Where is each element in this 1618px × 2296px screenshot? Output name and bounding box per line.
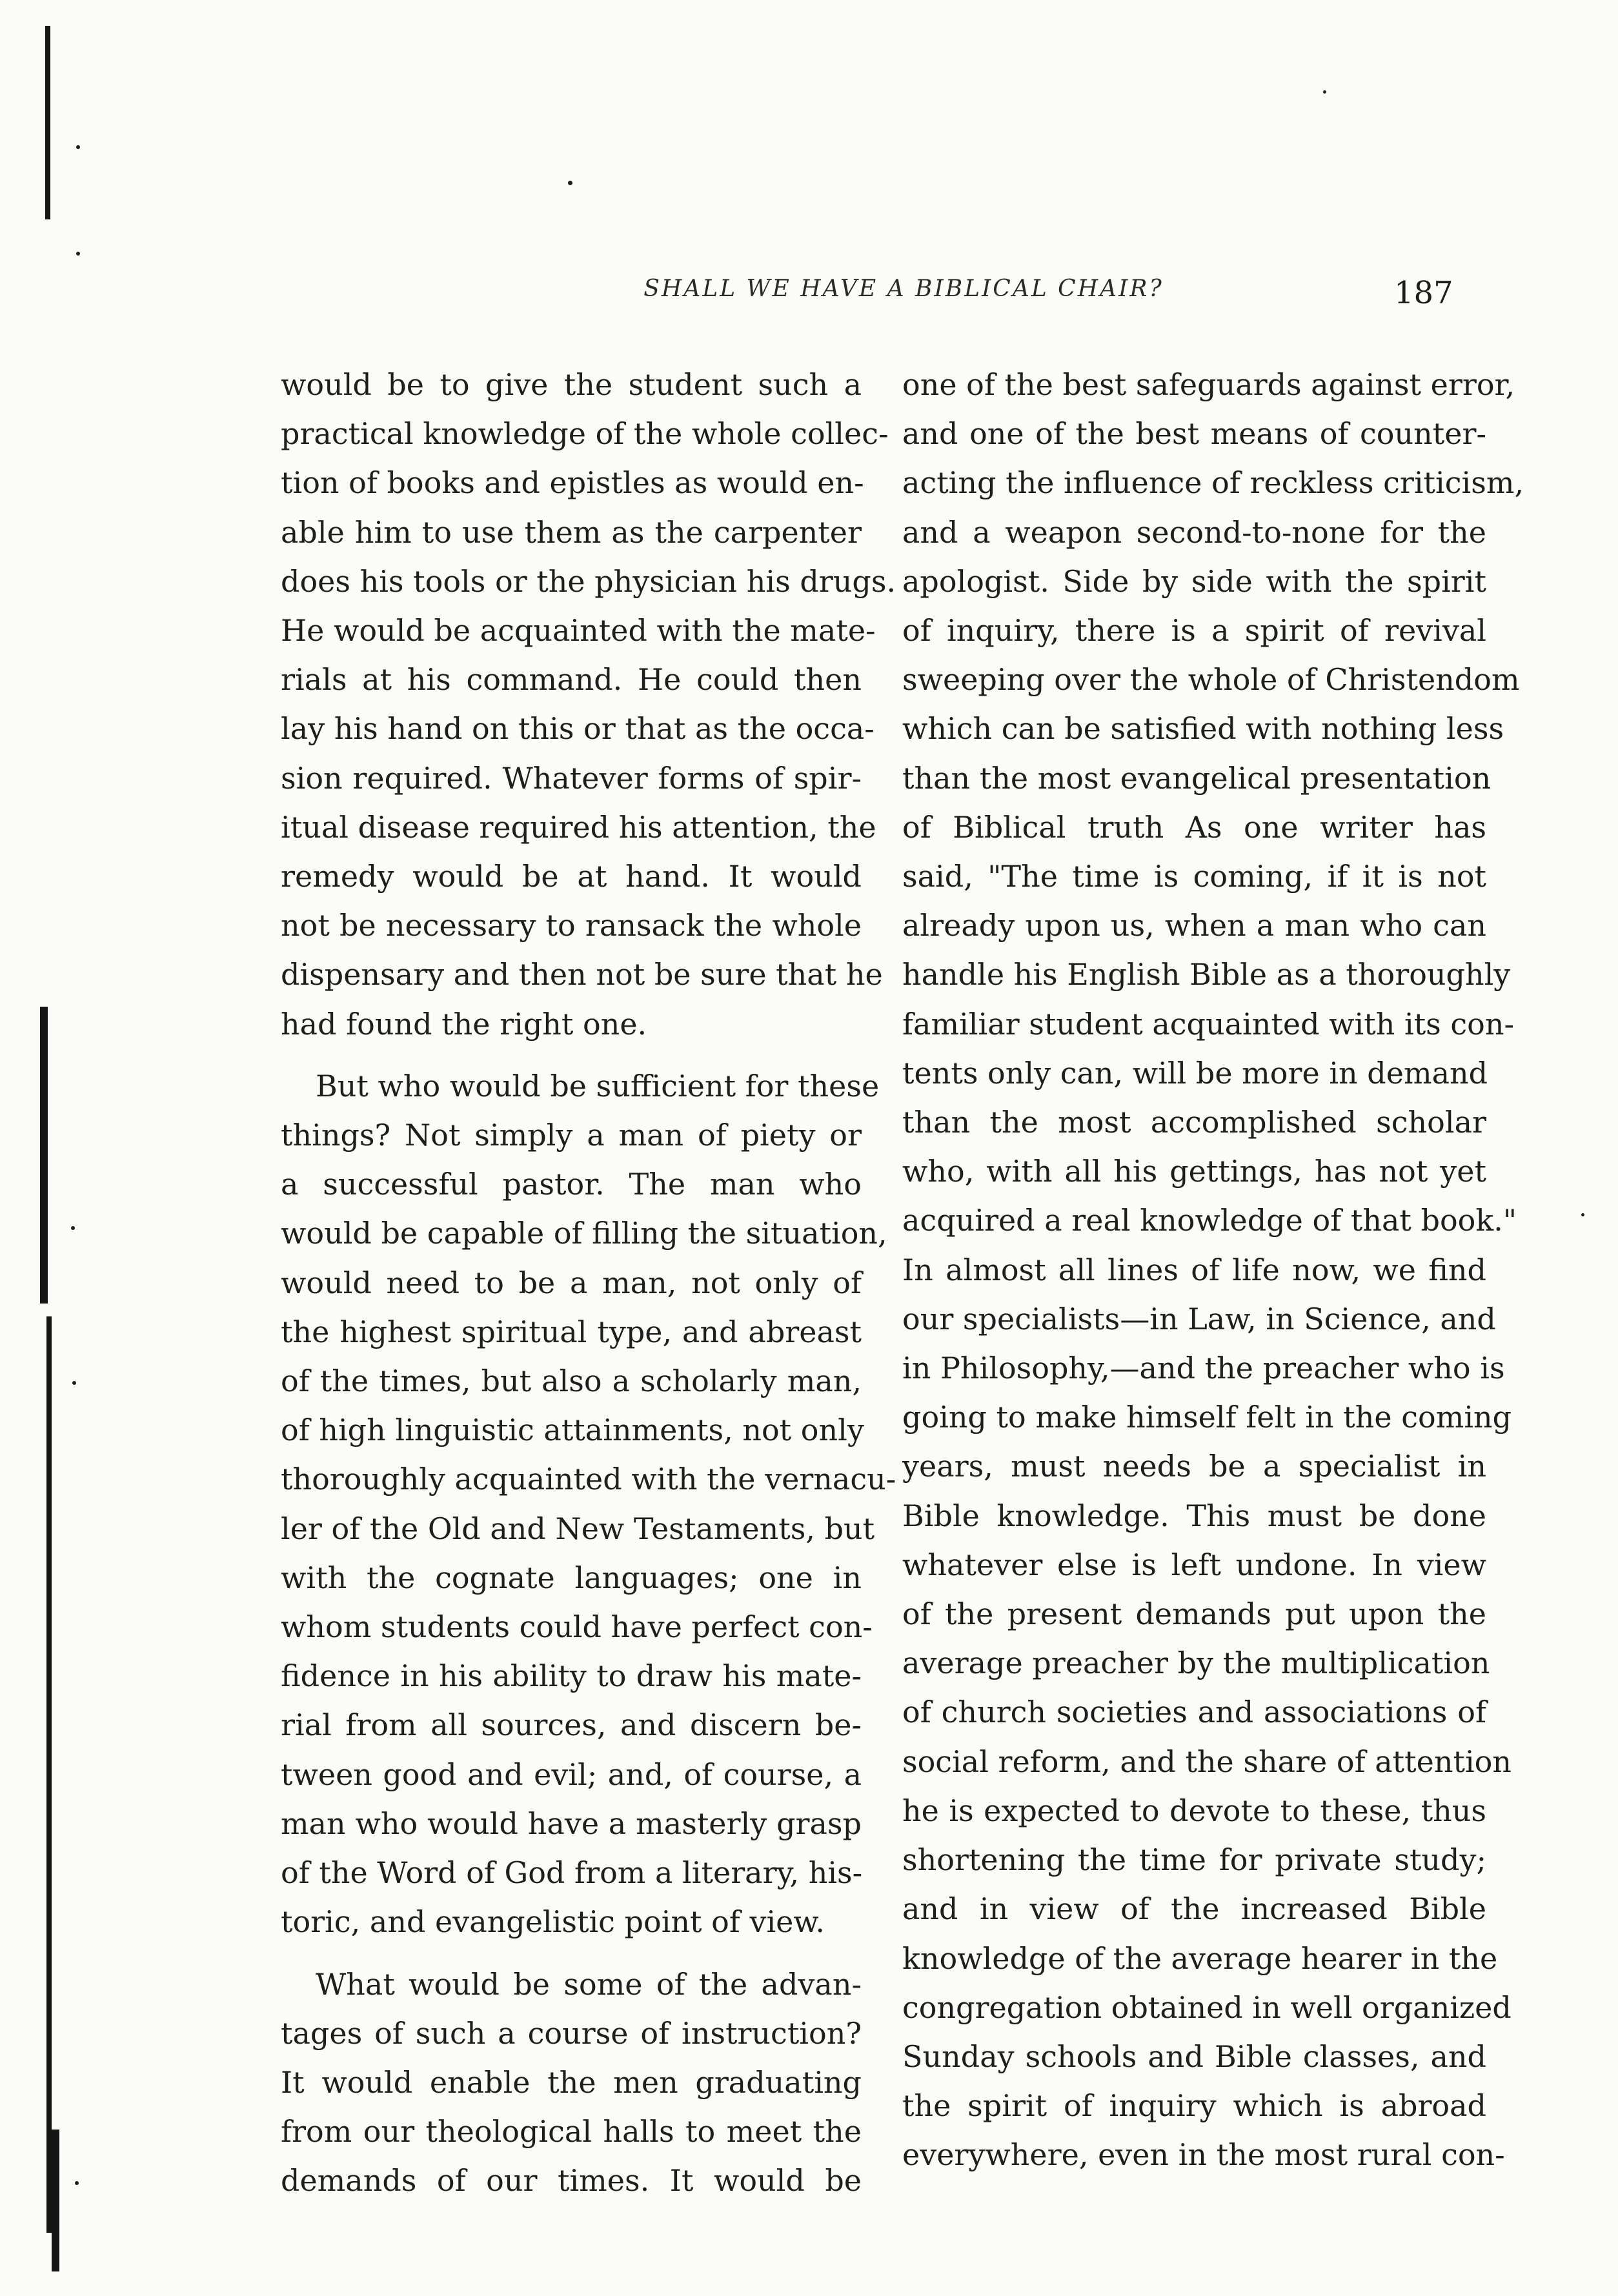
text-line: remedy would be at hand. It would bbox=[281, 859, 862, 894]
text-line: and in view of the increased Bible bbox=[902, 1891, 1486, 1927]
binding-edge-bottom bbox=[46, 1316, 52, 2233]
text-line: congregation obtained in well organized bbox=[902, 1989, 1512, 2025]
text-line: the highest spiritual type, and abreast bbox=[281, 1314, 862, 1349]
text-line: whatever else is left undone. In view bbox=[902, 1547, 1486, 1582]
text-line: Bible knowledge. This must be done bbox=[902, 1498, 1486, 1533]
text-line: not be necessary to ransack the whole bbox=[281, 908, 862, 943]
text-line: knowledge of the average hearer in the bbox=[902, 1940, 1498, 1976]
text-line: of high linguistic attainments, not only bbox=[281, 1413, 864, 1448]
text-line: sweeping over the whole of Christendom bbox=[902, 662, 1520, 698]
text-line: He would be acquainted with the mate- bbox=[281, 613, 876, 649]
margin-speck bbox=[1581, 1213, 1584, 1216]
text-line: sion required. Whatever forms of spir- bbox=[281, 760, 862, 796]
text-line: fidence in his ability to draw his mate- bbox=[281, 1658, 862, 1694]
text-line: tents only can, will be more in demand bbox=[902, 1055, 1488, 1091]
text-line: toric, and evangelistic point of view. bbox=[281, 1904, 825, 1940]
text-line: said, "The time is coming, if it is not bbox=[902, 859, 1486, 894]
binding-edge-foot bbox=[52, 2130, 59, 2271]
text-line: apologist. Side by side with the spirit bbox=[902, 563, 1486, 599]
paragraph-gap bbox=[281, 1049, 862, 1062]
text-line: In almost all lines of life now, we find bbox=[902, 1252, 1486, 1287]
text-line: itual disease required his attention, the bbox=[281, 809, 876, 845]
text-line: had found the right one. bbox=[281, 1006, 647, 1042]
text-line: our specialists—in Law, in Science, and bbox=[902, 1301, 1496, 1336]
text-line: and one of the best means of counter- bbox=[902, 416, 1486, 452]
text-line: of Biblical truth As one writer has bbox=[902, 809, 1486, 845]
text-line: dispensary and then not be sure that he bbox=[281, 957, 883, 992]
margin-speck bbox=[71, 1226, 75, 1230]
text-line: man who would have a masterly grasp bbox=[281, 1806, 862, 1841]
text-line: which can be satisfied with nothing less bbox=[902, 711, 1504, 747]
text-line: of the present demands put upon the bbox=[902, 1596, 1486, 1632]
text-line: and a weapon second-to-none for the bbox=[902, 514, 1486, 550]
text-line: average preacher by the multiplication bbox=[902, 1646, 1490, 1681]
text-line: things? Not simply a man of piety or bbox=[281, 1118, 862, 1153]
text-line: of inquiry, there is a spirit of revival bbox=[902, 613, 1486, 649]
text-line: practical knowledge of the whole collec- bbox=[281, 416, 889, 452]
margin-speck bbox=[568, 181, 572, 185]
right-column bbox=[902, 360, 1524, 2180]
text-line: handle his English Bible as a thoroughly bbox=[902, 957, 1511, 992]
text-line: lay his hand on this or that as the occa- bbox=[281, 711, 875, 747]
text-line: than the most evangelical presentation bbox=[902, 760, 1492, 796]
text-line: the spirit of inquiry which is abroad bbox=[902, 2088, 1486, 2124]
text-line: rials at his command. He could then bbox=[281, 662, 862, 698]
text-line: demands of our times. It would be bbox=[281, 2163, 862, 2199]
text-line: able him to use them as the carpenter bbox=[281, 514, 862, 550]
binding-edge-middle bbox=[40, 1007, 48, 1304]
text-line: one of the best safeguards against error, bbox=[902, 367, 1515, 402]
text-line: would be capable of filling the situation, bbox=[281, 1216, 887, 1251]
text-line: What would be some of the advan- bbox=[316, 1966, 862, 2002]
text-line: ler of the Old and New Testaments, but bbox=[281, 1511, 875, 1546]
page-number: 187 bbox=[1394, 275, 1453, 311]
text-line: thoroughly acquainted with the vernacu- bbox=[281, 1462, 896, 1497]
text-line: tween good and evil; and, of course, a bbox=[281, 1757, 862, 1792]
text-line: tages of such a course of instruction? bbox=[281, 2015, 862, 2051]
text-line: years, must needs be a specialist in bbox=[902, 1449, 1486, 1484]
text-line: from our theological halls to meet the bbox=[281, 2114, 862, 2150]
text-line: than the most accomplished scholar bbox=[902, 1105, 1486, 1140]
margin-speck bbox=[76, 145, 80, 149]
binding-edge-top bbox=[45, 26, 50, 219]
text-line: familiar student acquainted with its con- bbox=[902, 1006, 1515, 1042]
margin-speck bbox=[76, 252, 80, 256]
text-line: It would enable the men graduating bbox=[281, 2064, 862, 2100]
text-line: But who would be sufficient for these bbox=[316, 1068, 880, 1103]
text-line: acting the influence of reckless criticism, bbox=[902, 465, 1524, 501]
text-line: whom students could have perfect con- bbox=[281, 1609, 873, 1645]
text-line: social reform, and the share of attention bbox=[902, 1744, 1512, 1779]
text-line: does his tools or the physician his drugs. bbox=[281, 563, 896, 599]
text-line: of the Word of God from a literary, his- bbox=[281, 1855, 863, 1891]
margin-speck bbox=[72, 1381, 76, 1385]
text-line: with the cognate languages; one in bbox=[281, 1560, 862, 1595]
text-line: would need to be a man, not only of bbox=[281, 1265, 862, 1300]
text-line: Sunday schools and Bible classes, and bbox=[902, 2039, 1486, 2074]
running-header: SHALL WE HAVE A BIBLICAL CHAIR? bbox=[643, 276, 1164, 302]
text-line: a successful pastor. The man who bbox=[281, 1167, 862, 1202]
text-line: would be to give the student such a bbox=[281, 367, 862, 402]
text-line: of church societies and associations of bbox=[902, 1695, 1486, 1730]
text-line: acquired a real knowledge of that book." bbox=[902, 1203, 1517, 1238]
text-line: he is expected to devote to these, thus bbox=[902, 1793, 1486, 1828]
text-line: who, with all his gettings, has not yet bbox=[902, 1154, 1486, 1189]
text-line: rial from all sources, and discern be- bbox=[281, 1707, 862, 1743]
text-line: going to make himself felt in the coming bbox=[902, 1400, 1512, 1435]
text-line: in Philosophy,—and the preacher who is bbox=[902, 1351, 1505, 1386]
text-line: of the times, but also a scholarly man, bbox=[281, 1364, 862, 1399]
text-line: tion of books and epistles as would en- bbox=[281, 465, 864, 501]
margin-speck bbox=[1323, 90, 1326, 94]
text-line: everywhere, even in the most rural con- bbox=[902, 2137, 1505, 2173]
text-line: already upon us, when a man who can bbox=[902, 908, 1486, 943]
text-line: shortening the time for private study; bbox=[902, 1842, 1486, 1878]
margin-speck bbox=[75, 2181, 79, 2185]
paragraph-gap bbox=[281, 1947, 862, 1960]
left-column bbox=[281, 360, 896, 2206]
